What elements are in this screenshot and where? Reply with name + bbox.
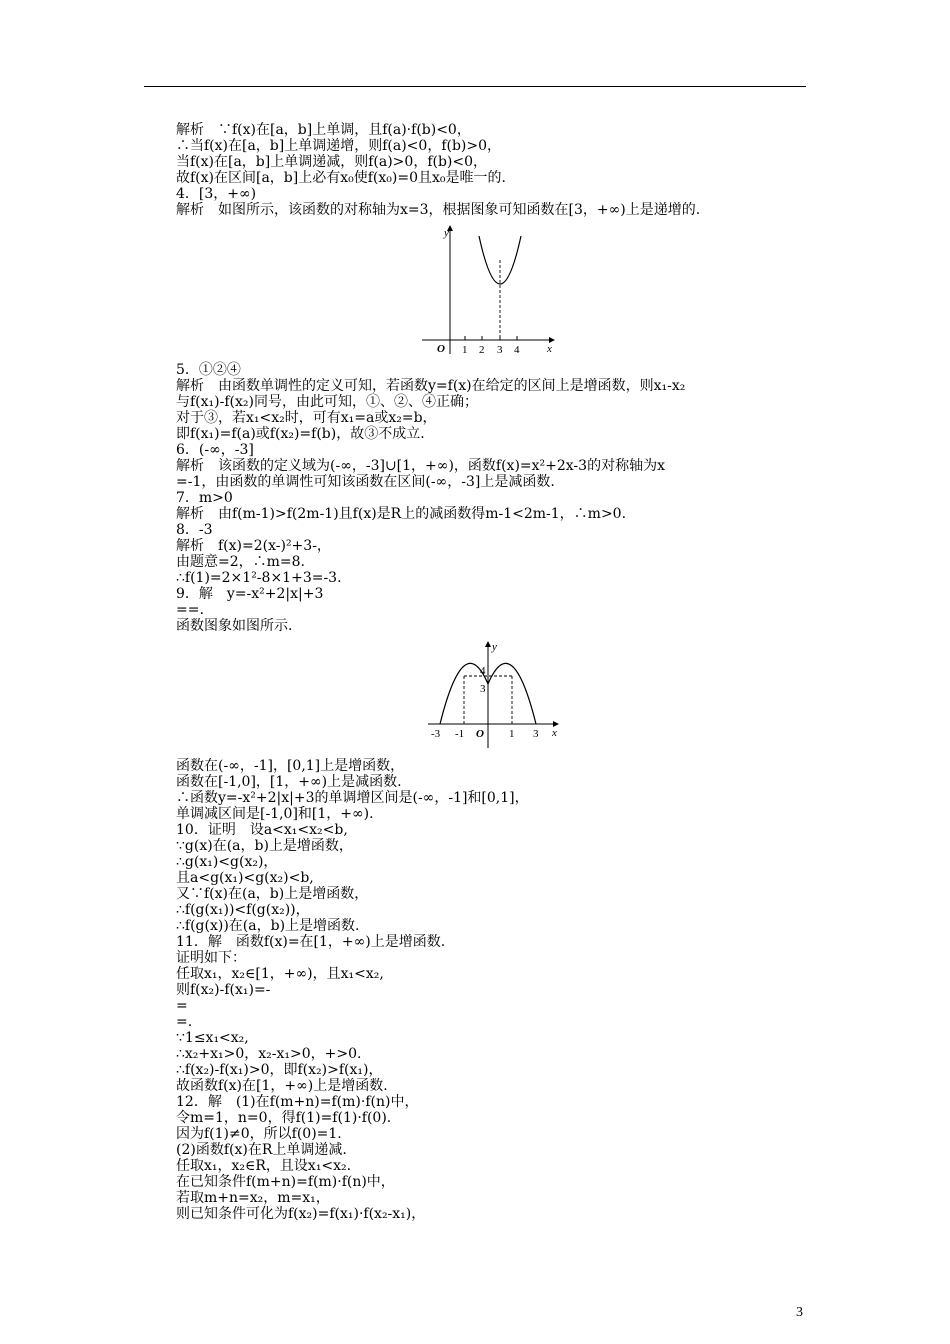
text-line: 解析 由函数单调性的定义可知，若函数y=f(x)在给定的区间上是增函数，则x₁-x₂ [176,378,686,394]
text-line: 令m=1，n=0，得f(1)=f(1)·f(0). [176,1110,392,1126]
x-label: x [547,343,552,355]
text-line: 由题意=2，∴m=8. [176,554,306,570]
text-line: 5．①②④ [176,362,241,378]
text-line: (2)函数f(x)在R上单调递减. [176,1142,347,1158]
text-line: ∴当f(x)在[a，b]上单调递增，则f(a)<0，f(b)>0， [176,138,502,154]
x-label: x [552,727,557,739]
text-line: 与f(x₁)-f(x₂)同号，由此可知，①、②、④正确； [176,394,478,410]
tick-label: 4 [480,665,486,677]
text-line: = [176,998,188,1014]
text-line: 则f(x₂)-f(x₁)=- [176,982,271,998]
text-line: 故函数f(x)在[1，+∞)上是增函数. [176,1078,388,1094]
text-line: 故f(x)在区间[a，b]上必有x₀使f(x₀)=0且x₀是唯一的. [176,170,506,186]
text-line: 函数在(-∞，-1]，[0,1]上是增函数， [176,758,405,774]
text-line: 7．m>0 [176,490,233,506]
text-line: 任取x₁，x₂∈[1，+∞)，且x₁<x₂, [176,966,384,982]
text-line: =-1，由函数的单调性可知该函数在区间(-∞，-3]上是减函数. [176,474,555,490]
text-line: ∴f(g(x))在(a，b)上是增函数. [176,918,360,934]
text-line: 解析 如图所示，该函数的对称轴为x=3，根据图象可知函数在[3，+∞)上是递增的. [176,202,701,218]
text-line: 又∵f(x)在(a，b)上是增函数， [176,886,369,902]
text-line: 6．(-∞，-3] [176,442,254,458]
solution-text [176,122,816,1222]
text-line: ∴函数y=-x²+2|x|+3的单调增区间是(-∞，-1]和[0,1]， [176,790,529,806]
y-label: y [492,641,497,653]
text-line: 8．-3 [176,522,213,538]
text-line: 当f(x)在[a，b]上单调递减，则f(a)>0，f(b)<0， [176,154,488,170]
text-line: 且a<g(x₁)<g(x₂)<b, [176,870,314,886]
text-line: ==. [176,602,204,618]
tick-label: -1 [455,728,465,740]
text-line: ∴x₂+x₁>0，x₂-x₁>0，+>0. [176,1046,362,1062]
text-line: ∵g(x)在(a，b)上是增函数， [176,838,353,854]
double-hump-graph [426,636,566,754]
text-line: 单调减区间是[-1,0]和[1，+∞). [176,806,374,822]
y-label: y [444,227,449,239]
text-line: 9．解 y=-x²+2|x|+3 [176,586,324,602]
text-line: 解析 ∵f(x)在[a，b]上单调，且f(a)·f(b)<0， [176,122,471,138]
text-line: 任取x₁，x₂∈R，且设x₁<x₂. [176,1158,352,1174]
parabola-graph [418,220,568,358]
text-line: 函数在[-1,0]，[1，+∞)上是减函数. [176,774,402,790]
text-line: 解析 该函数的定义域为(-∞，-3]∪[1，+∞)，函数f(x)=x²+2x-3的对称轴为x [176,458,665,474]
origin-label: O [476,728,484,740]
text-line: ∴f(1)=2×1²-8×1+3=-3. [176,570,342,586]
text-line: 解析 f(x)=2(x-)²+3-， [176,538,331,554]
text-line: 10．证明 设a<x₁<x₂<b, [176,822,348,838]
text-line: 则已知条件可化为f(x₂)=f(x₁)·f(x₂-x₁)， [176,1206,426,1222]
text-line: ∴g(x₁)<g(x₂)， [176,854,278,870]
text-line: 即f(x₁)=f(a)或f(x₂)=f(b)，故③不成立. [176,426,425,442]
text-line: 对于③，若x₁<x₂时，可有x₁=a或x₂=b， [176,410,437,426]
text-block-a [176,122,816,218]
origin-label: O [437,343,445,355]
text-line: 证明如下： [176,950,246,966]
page-number: 3 [796,1305,803,1320]
tick-label: 1 [509,728,515,740]
figure-parabola [418,220,568,358]
tick-label: 2 [479,344,485,356]
text-line: 在已知条件f(m+n)=f(m)·f(n)中， [176,1174,395,1190]
tick-label: 1 [462,344,468,356]
figure-double-hump [426,636,566,754]
tick-label: -3 [431,728,441,740]
text-line: ∵1≤x₁<x₂, [176,1030,249,1046]
text-line: =. [176,1014,193,1030]
text-line: 4．[3，+∞) [176,186,257,202]
text-line: 11．解 函数f(x)=在[1，+∞)上是增函数. [176,934,446,950]
text-line: ∴f(x₂)-f(x₁)>0，即f(x₂)>f(x₁)， [176,1062,383,1078]
text-line: ∴f(g(x₁))<f(g(x₂))， [176,902,310,918]
text-line: 若取m+n=x₂，m=x₁， [176,1190,330,1206]
text-block-b [176,362,816,634]
header-rule [144,86,806,87]
text-block-c [176,758,816,1222]
tick-label: 3 [497,344,503,356]
tick-label: 3 [533,728,539,740]
text-line: 12．解 (1)在f(m+n)=f(m)·f(n)中， [176,1094,419,1110]
text-line: 解析 由f(m-1)>f(2m-1)且f(x)是R上的减函数得m-1<2m-1，∴m>0. [176,506,627,522]
tick-label: 3 [480,683,486,695]
text-line: 因为f(1)≠0，所以f(0)=1. [176,1126,342,1142]
text-line: 函数图象如图所示. [176,618,293,634]
tick-label: 4 [514,344,520,356]
